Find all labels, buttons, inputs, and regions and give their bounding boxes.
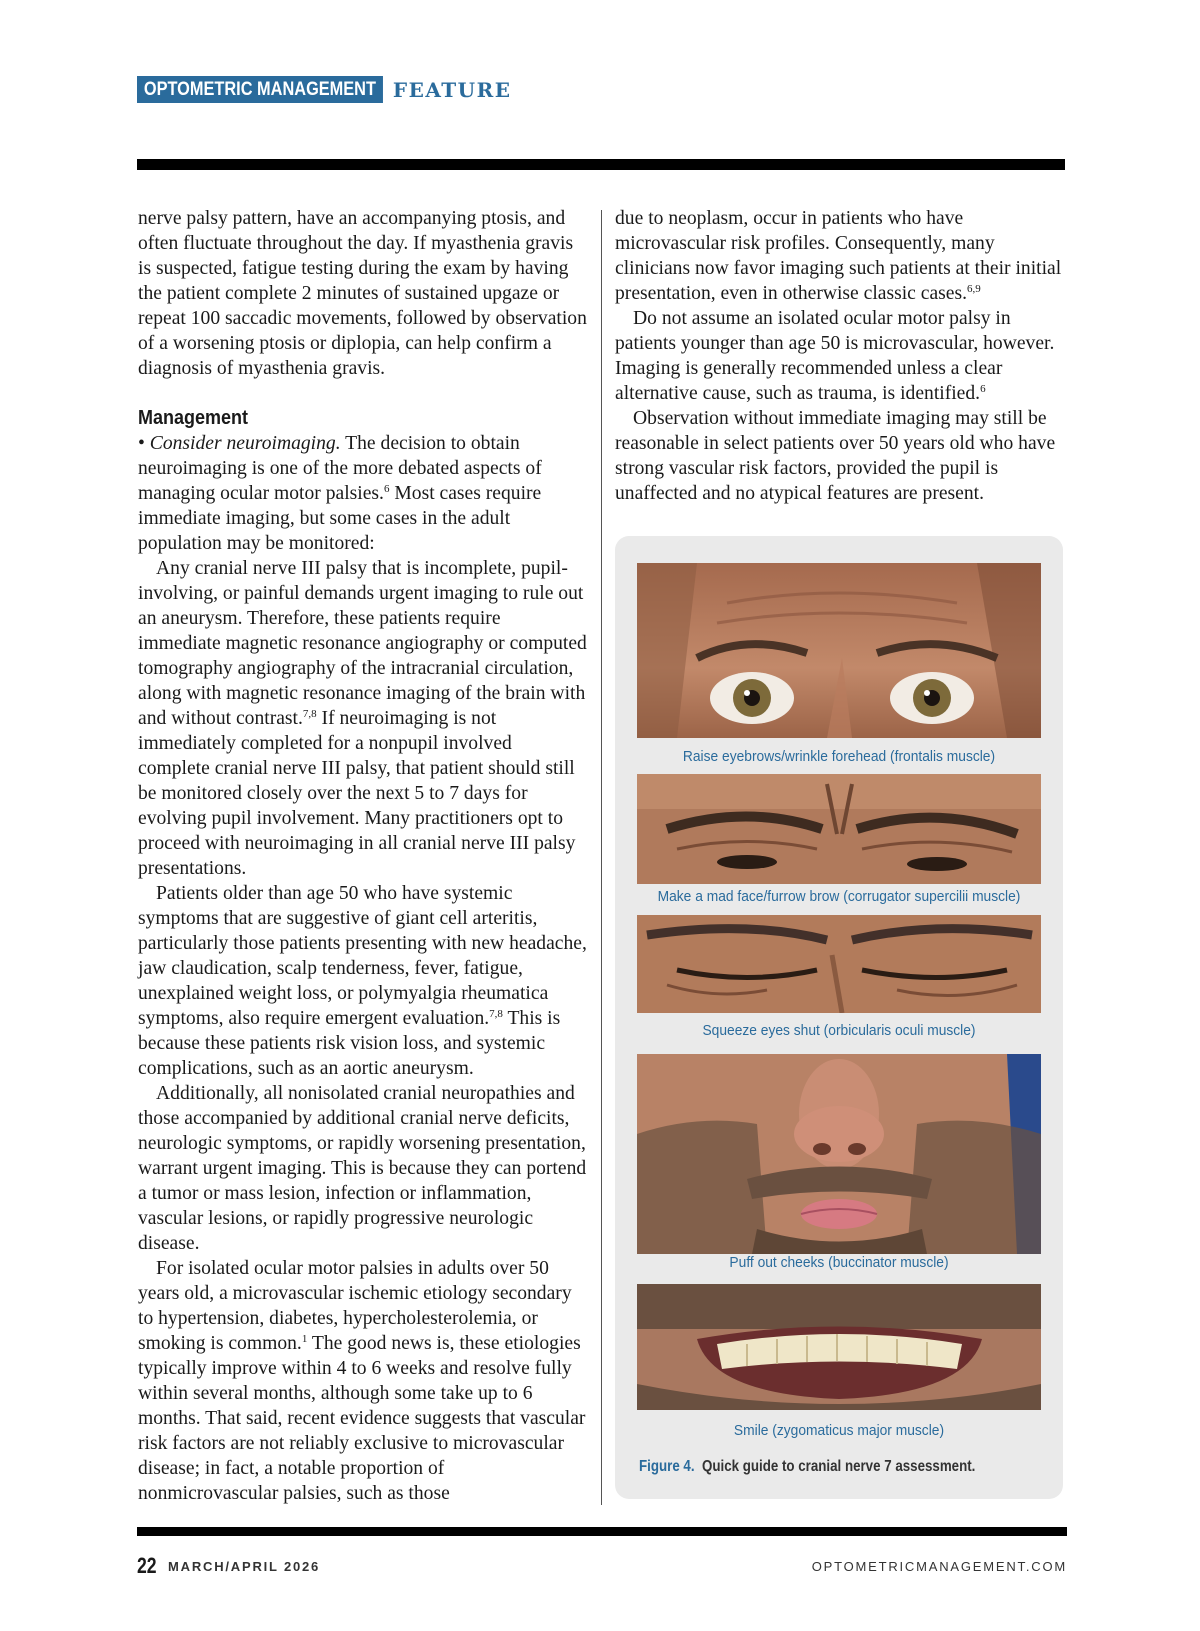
column-divider [601,210,602,1505]
citation: 7,8 [489,1008,503,1020]
left-column [138,206,588,1506]
figure-caption: Raise eyebrows/wrinkle forehead (frontalis muscle) [682,748,996,765]
figure-caption: Puff out cheeks (buccinator muscle) [729,1254,949,1271]
photo-raised-eyebrows [637,563,1041,738]
section-kind: FEATURE [392,77,512,102]
run-in-head: Consider neuroimaging. [149,433,341,454]
paragraph [138,556,588,881]
section-tag: OPTOMETRIC MANAGEMENT [137,76,383,103]
figure-caption: Smile (zygomaticus major muscle) [733,1422,945,1439]
paragraph [138,881,588,1081]
paragraph: Additionally, all nonisolated cranial neuropathies and those accompanied by additional cranial nerve deficits, neurologic symptoms, or rapidly worsening presentation, warrant urgent imaging. This is because they can portend a tumor or mass lesion, infection or inflammation, vascular lesions, or rapidly progressive neurologic disease. [138,1083,587,1254]
citation: 6 [980,383,986,395]
text-run: Patients older than age 50 who have systemic symptoms that are suggestive of giant cell arteritis, particularly those patients presenting with new headache, jaw claudication, scalp tenderness, fever, fatigue, unexplained weight loss, or polymyalgia rheumatica symptoms, also require emergent evaluation. [138,883,587,1029]
text-run: For isolated ocular motor palsies in adults over 50 years old, a microvascular ischemic etiology secondary to hypertension, diabetes, hypercholesterolemia, or smoking is common. [138,1258,572,1354]
text-run: If neuroimaging is not immediately completed for a nonpupil involved complete cranial nerve III palsy, that patient should still be monitored closely over the next 5 to 7 days for evolving pupil involvement. Many practitioners opt to proceed with neuroimaging in all cranial nerve III palsy presentations. [138,708,576,879]
right-column [615,206,1065,506]
figure-number: Figure 4. [639,1458,695,1475]
top-rule [137,159,1065,170]
figure-caption: Make a mad face/furrow brow (corrugator supercilii muscle) [657,888,1021,905]
bullet: • [138,433,150,454]
photo-smile [637,1284,1041,1410]
paragraph [138,1256,588,1506]
figure-panel [615,536,1063,1499]
paragraph [615,206,1065,306]
management-heading: Management [138,407,249,429]
citation: 6 [383,483,390,495]
text-run: Do not assume an isolated ocular motor palsy in patients younger than age 50 is microvascular, however. Imaging is generally recommended unless a clear alternative cause, such as trauma, is identified. [615,308,1055,404]
paragraph: nerve palsy pattern, have an accompanying ptosis, and often fluctuate throughout the day. If myasthenia gravis is suspected, fatigue testing during the exam by having the patient complete 2 minutes of sustained upgaze or repeat 100 saccadic movements, followed by observation of a worsening ptosis or diplopia, can help confirm a diagnosis of myasthenia gravis. [138,208,587,379]
citation: 1 [301,1333,308,1345]
citation: 7,8 [302,708,317,720]
figure-title [639,1458,975,1476]
issue-date: MARCH/APRIL 2026 [168,1559,321,1574]
text-run: This is because these patients risk vision loss, and systemic complications, such as an aortic aneurysm. [138,1008,561,1079]
paragraph [138,431,588,556]
figure-title-text: Quick guide to cranial nerve 7 assessment. [701,1458,976,1475]
citation: 6,9 [967,283,981,295]
photo-squeezed-eyes [637,915,1041,1013]
text-run: Most cases require immediate imaging, but some cases in the adult population may be monitored: [138,483,542,554]
text-run: Any cranial nerve III palsy that is incomplete, pupil-involving, or painful demands urgent imaging to rule out an aneurysm. Therefore, these patients require immediate magnetic resonance angiography or computed tomography angiography of the intracranial circulation, along with magnetic resonance imaging of the brain with and without contrast. [138,558,587,729]
site-url: OPTOMETRICMANAGEMENT.COM [811,1559,1067,1574]
text-run: due to neoplasm, occur in patients who have microvascular risk profiles. Consequently, many clinicians now favor imaging such patients at their initial presentation, even in otherwise classic cases. [615,208,1062,304]
bottom-rule [137,1527,1067,1536]
paragraph [615,306,1065,406]
page-number: 22 [137,1553,157,1578]
section-header [137,76,511,103]
photo-puffed-cheeks [637,1054,1041,1254]
figure-caption: Squeeze eyes shut (orbicularis oculi muscle) [702,1022,976,1039]
photo-furrowed-brow [637,774,1041,884]
paragraph: Observation without immediate imaging may still be reasonable in select patients over 50 years old who have strong vascular risk factors, provided the pupil is unaffected and no atypical features are present. [615,408,1056,504]
text-run: The good news is, these etiologies typically improve within 4 to 6 weeks and resolve fully within several months, although some take up to 6 months. That said, recent evidence suggests that vascular risk factors are not reliably exclusive to microvascular disease; in fact, a notable proportion of nonmicrovascular palsies, such as those [138,1333,586,1504]
text-run: The decision to obtain neuroimaging is one of the more debated aspects of managing ocular motor palsies. [138,433,542,504]
